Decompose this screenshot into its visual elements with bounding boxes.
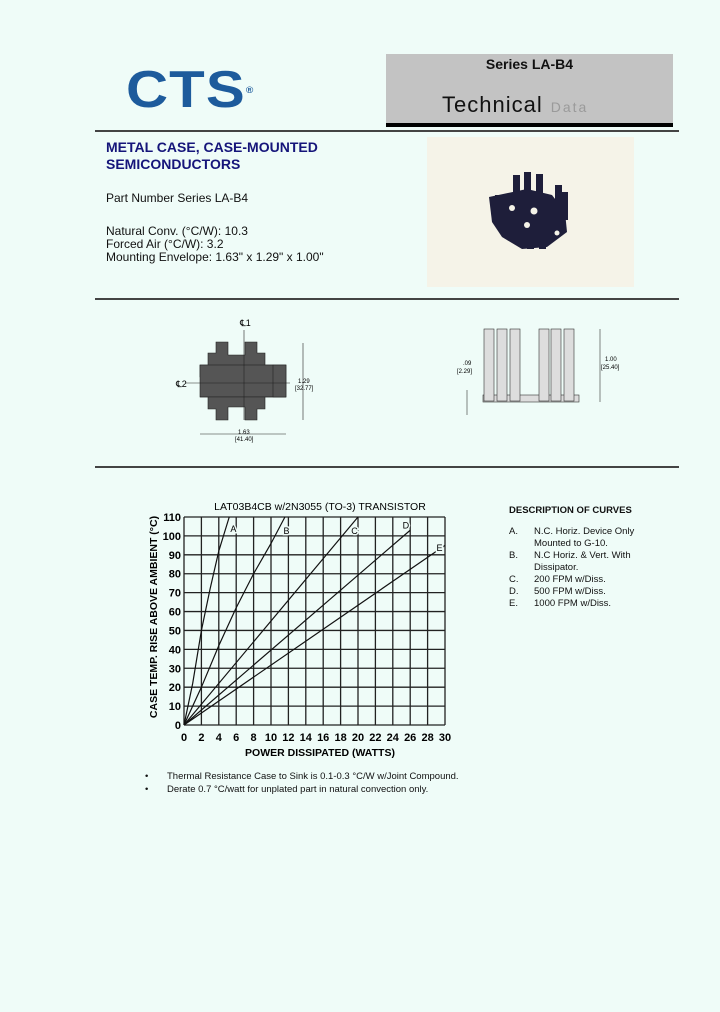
curve-desc-line: 500 FPM w/Diss. — [534, 586, 606, 597]
divider — [95, 466, 679, 468]
chart-title: LAT03B4CB w/2N3055 (TO-3) TRANSISTOR — [214, 501, 426, 513]
y-tick-label: 10 — [168, 701, 181, 714]
curve-label: B — [283, 526, 290, 537]
curve-descriptions — [509, 505, 634, 610]
note-text: Derate 0.7 °C/watt for unplated part in natural convection only. — [167, 784, 429, 795]
series-label: Series LA-B4 — [485, 56, 574, 72]
product-title — [106, 139, 318, 173]
curve-key: B. — [509, 550, 518, 561]
height-inch: 1.29 — [298, 379, 310, 385]
technical-word: Technical — [442, 92, 543, 117]
x-tick-label: 8 — [250, 732, 257, 744]
fin-mm: [25.40] — [601, 365, 620, 371]
y-tick-label: 30 — [168, 663, 181, 676]
title-line-1: METAL CASE, CASE-MOUNTED — [106, 139, 318, 155]
x-tick-label: 0 — [180, 732, 188, 744]
centerline-1-label: ℄1 — [240, 318, 251, 328]
curve-desc-line: N.C Horiz. & Vert. With — [534, 550, 631, 561]
base-inch: .09 — [463, 361, 472, 367]
heatsink-photo — [427, 137, 634, 287]
y-tick-label: 50 — [168, 625, 181, 638]
height-mm: [32.77] — [295, 386, 314, 392]
curve-D — [184, 530, 410, 725]
curve-key: D. — [509, 586, 519, 597]
note: • Derate 0.7 °C/watt for unplated part in natural convection only. — [145, 784, 429, 795]
header-box — [386, 54, 673, 127]
curve-description-item — [509, 598, 634, 610]
curve-A — [184, 517, 229, 725]
curve-key: C. — [509, 574, 519, 585]
curve-description-item — [509, 526, 634, 550]
width-mm: [41.40] — [235, 437, 254, 443]
logo-text: CTS — [126, 61, 246, 119]
curve-desc-line: 1000 FPM w/Diss. — [534, 598, 612, 609]
y-tick-label: 110 — [163, 512, 181, 524]
x-tick-label: 2 — [198, 732, 205, 744]
y-tick-label: 90 — [168, 549, 181, 562]
y-tick-label: 70 — [168, 587, 181, 600]
y-tick-label: 100 — [162, 530, 181, 543]
x-tick-label: 26 — [404, 732, 417, 744]
x-tick-label: 24 — [386, 732, 399, 744]
mounting-envelope: Mounting Envelope: 1.63" x 1.29" x 1.00" — [106, 250, 324, 264]
curve-description-item — [509, 550, 634, 574]
curve-text — [534, 574, 606, 586]
y-tick-label: 0 — [174, 720, 181, 732]
curves-heading: DESCRIPTION OF CURVES — [509, 505, 632, 516]
curve-desc-line: N.C. Horiz. Device Only — [534, 526, 635, 537]
part-number: Part Number Series LA-B4 — [106, 191, 249, 205]
x-tick-label: 12 — [282, 732, 295, 744]
data-word: Data — [550, 99, 589, 115]
x-tick-label: 20 — [351, 732, 365, 744]
curve-desc-line: 200 FPM w/Diss. — [534, 574, 606, 585]
note-text: Thermal Resistance Case to Sink is 0.1-0.3 °C/W w/Joint Compound. — [167, 771, 459, 782]
x-tick-label: 14 — [299, 732, 312, 744]
curve-desc-line: Mounted to G-10. — [534, 538, 608, 549]
x-tick-label: 16 — [317, 732, 330, 744]
x-tick-label: 6 — [233, 732, 240, 744]
curve-label: E — [436, 543, 443, 554]
curve-text — [534, 526, 634, 550]
curve-text — [534, 550, 631, 574]
curve-key: A. — [509, 526, 518, 537]
x-tick-label: 18 — [334, 732, 347, 744]
x-tick-label: 28 — [421, 732, 434, 744]
thermal-chart — [140, 495, 460, 760]
technical-data-label — [442, 92, 588, 118]
curve-label: A — [230, 524, 237, 535]
y-tick-label: 40 — [168, 644, 181, 657]
curve-description-item — [509, 574, 634, 586]
curve-text — [534, 598, 611, 610]
x-axis-label: POWER DISSIPATED (WATTS) — [245, 747, 395, 759]
y-tick-label: 80 — [168, 568, 181, 581]
x-tick-label: 30 — [438, 732, 452, 744]
curve-B — [184, 517, 285, 725]
x-tick-label: 4 — [215, 732, 222, 744]
x-tick-label: 22 — [369, 732, 382, 744]
heatsink-image — [427, 137, 634, 287]
registered-mark: ® — [245, 85, 255, 95]
y-axis-label: CASE TEMP. RISE ABOVE AMBIENT (°C) — [148, 515, 160, 719]
cts-logo — [126, 61, 255, 119]
forced-air: Forced Air (°C/W): 3.2 — [106, 237, 224, 251]
curve-key: E. — [509, 598, 518, 609]
x-tick-label: 10 — [264, 732, 278, 744]
note: • Thermal Resistance Case to Sink is 0.1-0.3 °C/W w/Joint Compound. — [145, 771, 459, 782]
curve-desc-line: Dissipator. — [534, 562, 579, 573]
y-tick-label: 60 — [168, 606, 181, 619]
curve-text — [534, 586, 606, 598]
curve-label: D — [402, 520, 410, 531]
side-view-drawing — [455, 325, 625, 420]
fin-inch: 1.00 — [605, 357, 617, 363]
width-inch: 1.63 — [238, 430, 250, 436]
base-mm: [2.29] — [457, 369, 473, 375]
divider — [95, 298, 679, 300]
title-line-2: SEMICONDUCTORS — [106, 156, 241, 172]
top-view-drawing — [160, 310, 340, 450]
y-tick-label: 20 — [168, 682, 181, 695]
divider — [95, 130, 679, 132]
curve-label: C — [351, 526, 358, 537]
natural-convection: Natural Conv. (°C/W): 10.3 — [106, 224, 248, 238]
centerline-2-label: ℄2 — [176, 379, 187, 389]
specs — [106, 225, 324, 264]
curve-description-item — [509, 586, 634, 598]
